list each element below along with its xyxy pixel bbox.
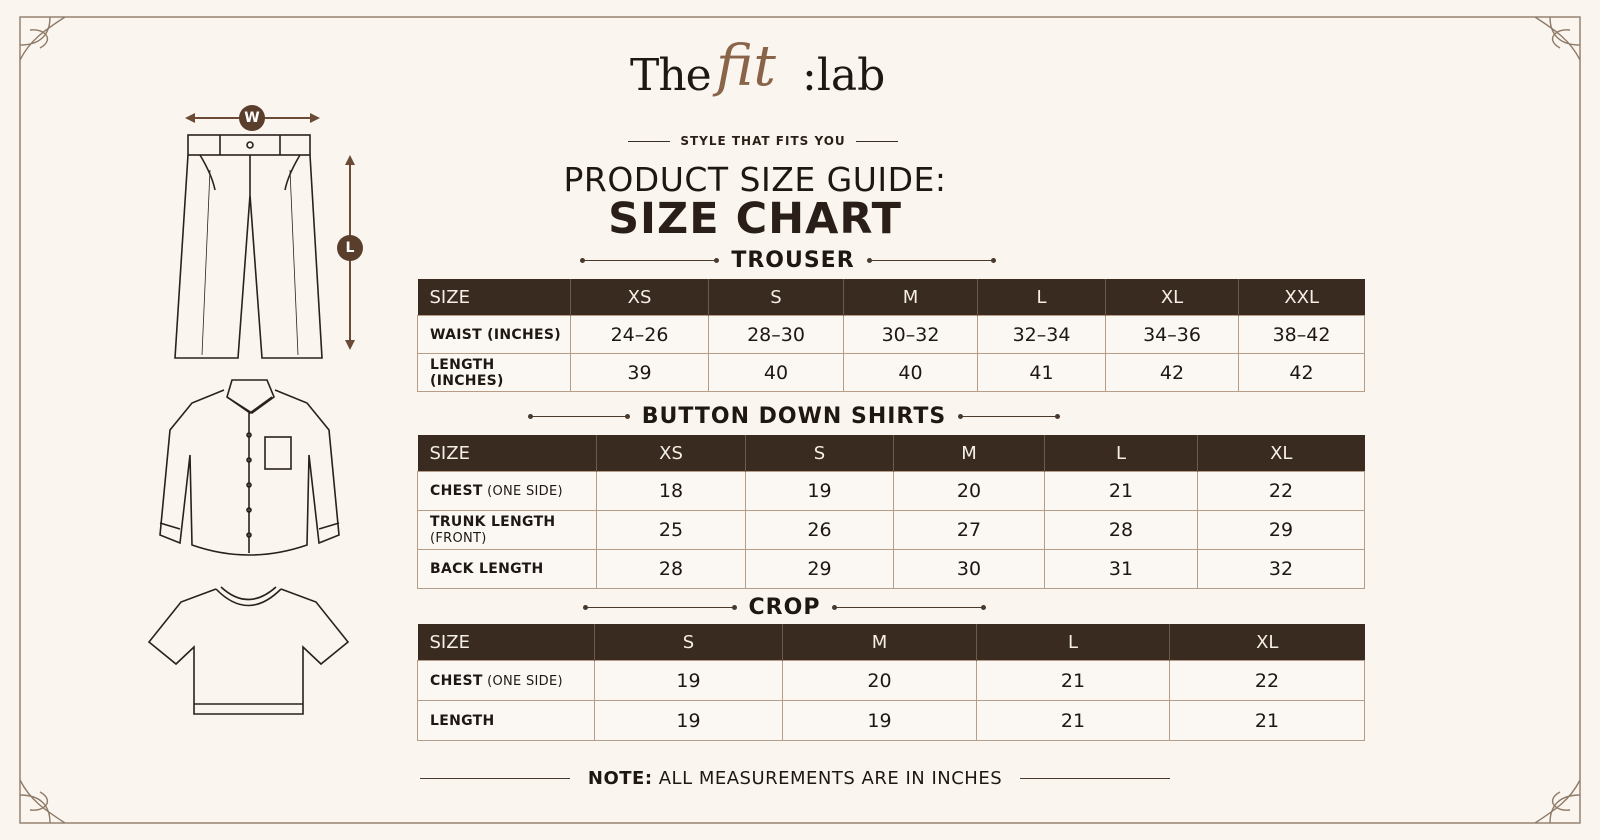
row-label-suffix: (FRONT) [430, 531, 487, 546]
row-label [418, 550, 597, 589]
size-header-xs: XS [571, 279, 709, 316]
size-header-xl: XL [1106, 279, 1239, 316]
table-cell: 26 [746, 511, 894, 550]
row-label-main: BACK LENGTH [430, 561, 544, 577]
table-cell: 42 [1239, 354, 1365, 392]
table-cell: 18 [597, 472, 746, 511]
table-cell: 20 [894, 472, 1045, 511]
table-cell: 19 [595, 661, 783, 701]
row-label-main: WAIST (INCHES) [430, 326, 561, 343]
size-header-s: S [746, 435, 894, 472]
size-header-xl: XL [1198, 435, 1365, 472]
table-cell: 21 [977, 701, 1170, 741]
table-cell: 31 [1045, 550, 1198, 589]
crop-top-icon [146, 582, 351, 722]
table-cell: 32 [1198, 550, 1365, 589]
page-subtitle: SIZE CHART [608, 194, 902, 244]
trouser-icon [170, 130, 330, 365]
brand-lab: :lab [802, 50, 886, 101]
brand-fit: fit [716, 34, 776, 99]
size-header-m: M [783, 624, 977, 661]
size-column-header: SIZE [418, 279, 571, 316]
table-cell: 21 [1170, 701, 1365, 741]
size-header-xl: XL [1170, 624, 1365, 661]
table-cell: 28 [597, 550, 746, 589]
row-label-main: LENGTH (INCHES) [430, 356, 504, 389]
row-label-main: TRUNK LENGTH [430, 514, 556, 530]
size-header-xs: XS [597, 435, 746, 472]
tagline-row [628, 131, 898, 151]
brand-logo [630, 28, 930, 123]
table-cell: 21 [977, 661, 1170, 701]
size-header-m: M [844, 279, 978, 316]
row-label-main: CHEST [430, 672, 483, 689]
size-header-xxl: XXL [1239, 279, 1365, 316]
table-cell: 42 [1106, 354, 1239, 392]
shirts-size-table [417, 435, 1365, 589]
table-cell: 38–42 [1239, 316, 1365, 354]
table-row [418, 472, 1365, 511]
table-row [418, 661, 1365, 701]
section-heading-trouser [578, 247, 998, 273]
row-label [418, 472, 597, 511]
row-label [418, 316, 571, 354]
table-cell: 19 [746, 472, 894, 511]
table-cell: 22 [1198, 472, 1365, 511]
table-cell: 29 [1198, 511, 1365, 550]
button-down-shirt-icon [152, 375, 347, 565]
section-title: BUTTON DOWN SHIRTS [641, 403, 947, 429]
table-row [418, 550, 1365, 589]
section-title: TROUSER [731, 247, 855, 273]
table-cell: 20 [783, 661, 977, 701]
section-heading-crop [572, 594, 997, 620]
table-cell: 30 [894, 550, 1045, 589]
section-heading-shirts [530, 403, 1058, 429]
table-cell: 19 [783, 701, 977, 741]
row-label-suffix: (ONE SIDE) [482, 673, 563, 689]
size-header-l: L [977, 624, 1170, 661]
table-cell: 34–36 [1106, 316, 1239, 354]
note-text: ALL MEASUREMENTS ARE IN INCHES [652, 768, 1003, 789]
table-cell: 30–32 [844, 316, 978, 354]
brand-the: The [630, 50, 711, 101]
table-cell: 28–30 [709, 316, 844, 354]
row-label-suffix: (ONE SIDE) [482, 484, 563, 499]
note-label: NOTE: [587, 768, 653, 789]
size-column-header: SIZE [418, 435, 597, 472]
trouser-size-table [417, 279, 1365, 392]
row-label [418, 511, 597, 550]
crop-size-table [417, 624, 1365, 741]
table-cell: 41 [978, 354, 1106, 392]
table-row [418, 354, 1365, 392]
table-cell: 25 [597, 511, 746, 550]
size-header-s: S [709, 279, 844, 316]
measurement-note [588, 768, 1002, 789]
table-cell: 22 [1170, 661, 1365, 701]
length-badge: L [337, 235, 363, 261]
table-cell: 24–26 [571, 316, 709, 354]
width-badge: W [239, 105, 265, 131]
tagline: STYLE THAT FITS YOU [680, 134, 846, 148]
table-cell: 32–34 [978, 316, 1106, 354]
size-header-m: M [894, 435, 1045, 472]
table-cell: 21 [1045, 472, 1198, 511]
section-title: CROP [748, 594, 821, 620]
table-cell: 28 [1045, 511, 1198, 550]
table-cell: 19 [595, 701, 783, 741]
row-label-main: CHEST [430, 483, 483, 499]
size-column-header: SIZE [418, 624, 595, 661]
table-row [418, 316, 1365, 354]
row-label [418, 354, 571, 392]
page-title: PRODUCT SIZE GUIDE: [563, 160, 947, 199]
table-cell: 39 [571, 354, 709, 392]
row-label-main: LENGTH [430, 712, 495, 729]
size-header-l: L [1045, 435, 1198, 472]
table-cell: 27 [894, 511, 1045, 550]
note-row [410, 768, 1180, 789]
table-cell: 40 [709, 354, 844, 392]
table-row [418, 511, 1365, 550]
row-label [418, 661, 595, 701]
size-header-l: L [978, 279, 1106, 316]
table-cell: 40 [844, 354, 978, 392]
table-cell: 29 [746, 550, 894, 589]
size-header-s: S [595, 624, 783, 661]
table-row [418, 701, 1365, 741]
row-label [418, 701, 595, 741]
